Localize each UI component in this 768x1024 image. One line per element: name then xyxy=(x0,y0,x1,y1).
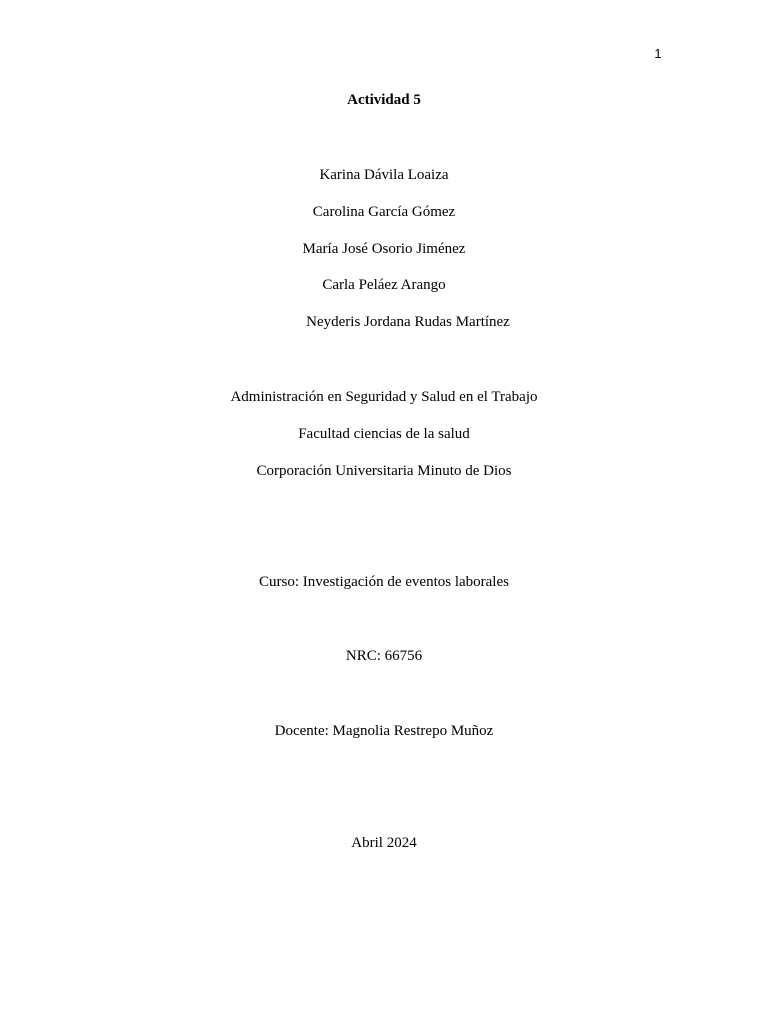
teacher-line: Docente: Magnolia Restrepo Muñoz xyxy=(274,723,494,739)
author-1: Karina Dávila Loaiza xyxy=(319,167,449,183)
faculty-name: Facultad ciencias de la salud xyxy=(298,426,470,442)
page-number: 1 xyxy=(654,46,662,61)
author-4: Carla Peláez Arango xyxy=(322,277,446,293)
document-title: Actividad 5 xyxy=(347,92,421,108)
date-line: Abril 2024 xyxy=(351,835,417,851)
author-3: María José Osorio Jiménez xyxy=(302,241,466,257)
program-name: Administración en Seguridad y Salud en el Trabajo xyxy=(230,389,538,405)
author-5: Neyderis Jordana Rudas Martínez xyxy=(306,314,510,330)
nrc-line: NRC: 66756 xyxy=(345,648,423,664)
author-2: Carolina García Gómez xyxy=(312,204,456,220)
institution-name: Corporación Universitaria Minuto de Dios xyxy=(256,463,512,479)
course-line: Curso: Investigación de eventos laborales xyxy=(259,574,509,590)
